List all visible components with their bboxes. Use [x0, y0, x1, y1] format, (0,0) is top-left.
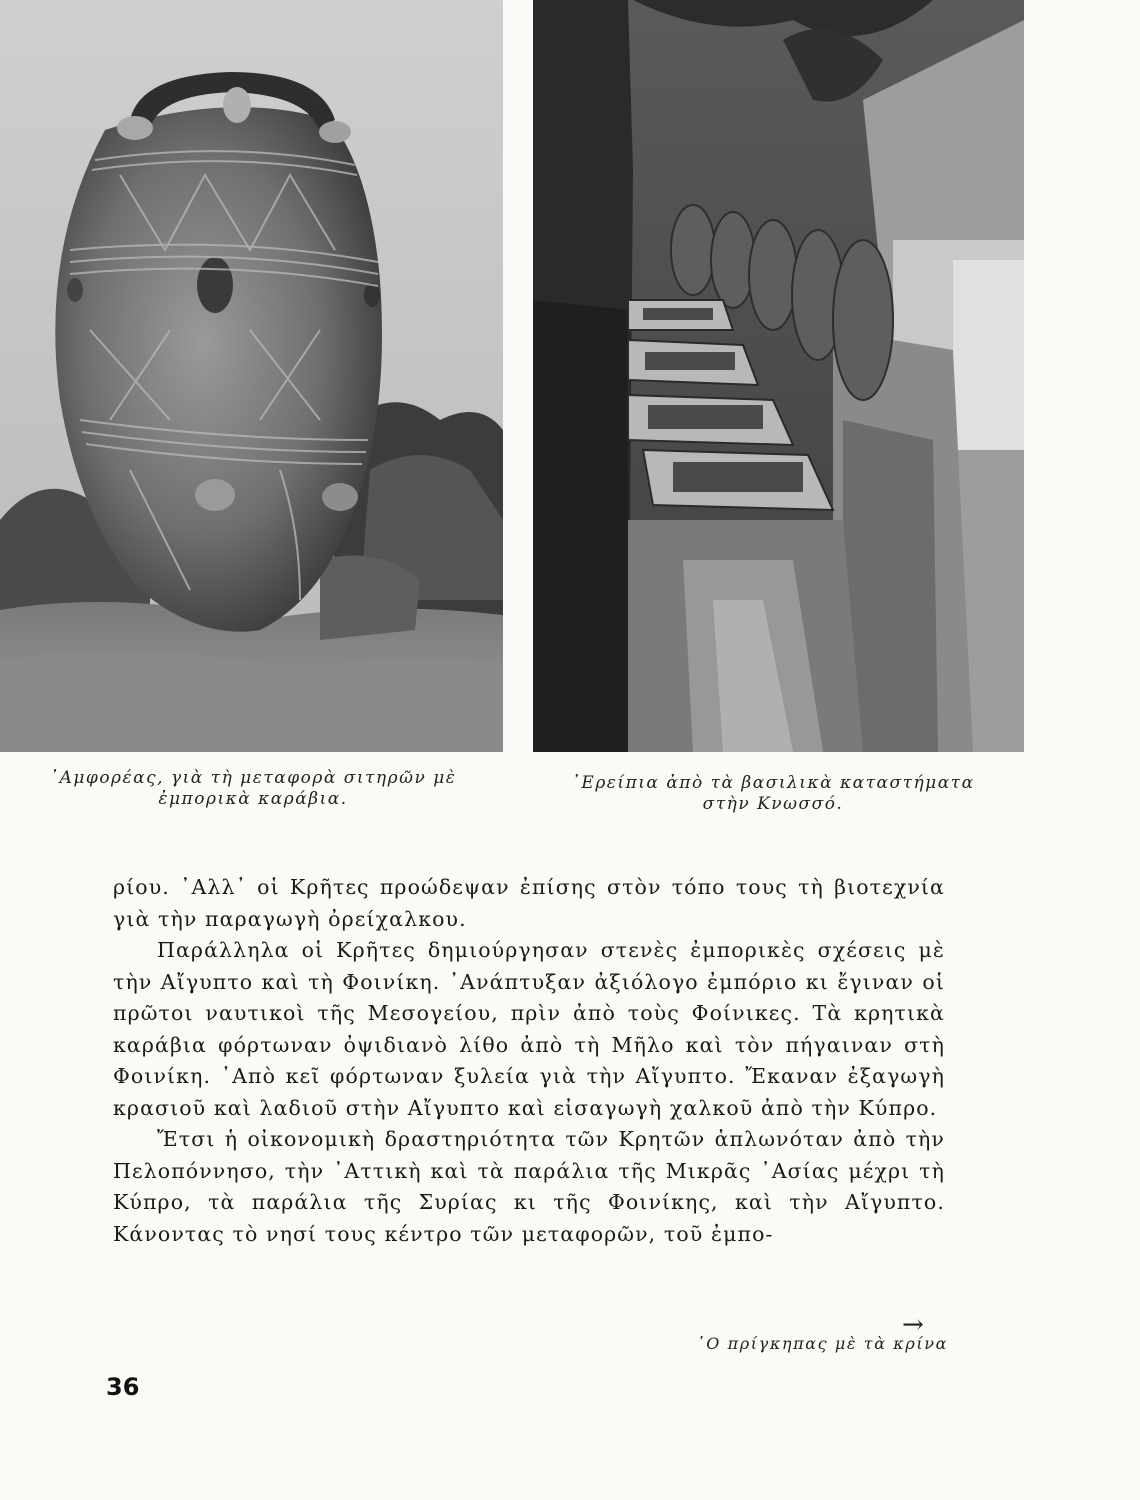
caption-line: ᾿Αμφορέας, γιὰ τὴ μεταφορὰ σιτηρῶν μὲ [49, 768, 457, 788]
caption-amphora [18, 768, 488, 810]
caption-line: στὴν Κνωσσό. [702, 794, 844, 814]
caption-knossos [548, 773, 998, 815]
ruins-illustration [533, 0, 1024, 752]
caption-line: ἐμπορικὰ καράβια. [158, 789, 348, 809]
photo-knossos-ruins [533, 0, 1024, 752]
paragraph-3: Ἔτσι ἡ οἰκονομικὴ δραστηριότητα τῶν Κρητῶν ἁπλωνόταν ἀπὸ τὴν Πελοπόννησο, τὴν ᾿Αττικὴ καὶ τὰ παράλια τῆς Μικρᾶς ᾿Ασίας μέχρι τὴ Κύπρο, τὰ παράλια τῆς Συρίας κι τῆς Φοινίκης, καὶ τὴν Αἴγυπτο. Κάνοντας τὸ νησί τους κέντρο τῶν μεταφορῶν, τοῦ ἐμπο- [113, 1127, 945, 1246]
caption-line: ᾿Ερείπια ἀπὸ τὰ βασιλικὰ καταστήματα [571, 773, 975, 793]
amphora-illustration [0, 0, 503, 752]
next-page-caption: ῾Ο πρίγκηπας μὲ τὰ κρίνα [696, 1334, 948, 1353]
paragraph-2: Παράλληλα οἱ Κρῆτες δημιούργησαν στενὲς ἐμπορικὲς σχέσεις μὲ τὴν Αἴγυπτο καὶ τὴ Φοινίκη. ᾿Ανάπτυξαν ἀξιόλογο ἐμπόριο κι ἔγιναν οἱ πρῶτοι ναυτικοὶ τῆς Μεσογείου, πρὶν ἀπὸ τοὺς Φοίνικες. Τὰ κρητικὰ καράβια φόρτωναν ὀψιδιανὸ λίθο ἀπὸ τὴ Μῆλο καὶ τὸν πήγαιναν στὴ Φοινίκη. ᾿Απὸ κεῖ φόρτωναν ξυλεία γιὰ τὴν Αἴγυπτο. Ἔκαναν ἐξαγωγὴ κρασιοῦ καὶ λαδιοῦ στὴν Αἴγυπτο καὶ εἰσαγωγὴ χαλκοῦ ἀπὸ τὴν Κύπρο. [113, 938, 945, 1120]
page-number: 36 [106, 1373, 140, 1401]
continue-arrow-icon: → [902, 1310, 924, 1340]
photo-amphora [0, 0, 503, 752]
body-text [113, 872, 945, 1250]
paragraph-1: ρίου. ᾿Αλλ᾿ οἱ Κρῆτες προώδεψαν ἐπίσης στὸν τόπο τους τὴ βιοτεχνία γιὰ τὴν παραγωγὴ ὀρείχαλκου. [113, 875, 945, 931]
